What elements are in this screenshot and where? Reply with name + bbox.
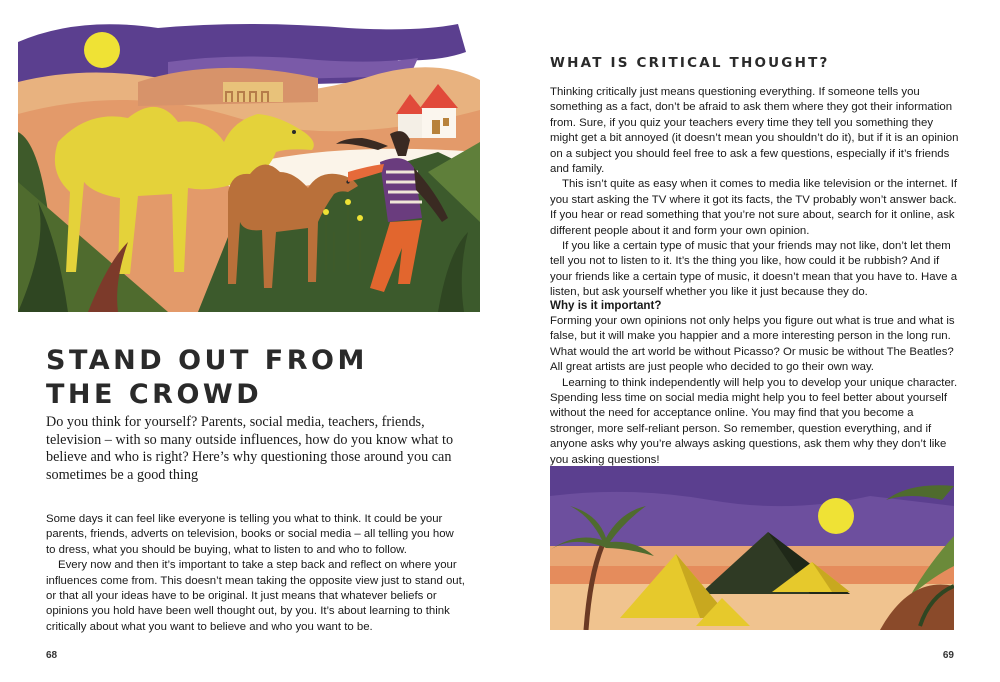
headline-line-1: STAND OUT FROM xyxy=(46,345,368,376)
left-body-text xyxy=(46,512,466,635)
page-number: 69 xyxy=(942,650,954,661)
right-body-text-2 xyxy=(550,314,960,468)
page-number: 68 xyxy=(46,650,58,661)
body-paragraph: This isn’t quite as easy when it comes to media like television or the internet. If you start asking the TV where it got its facts, the TV probably won’t answer back. If you hear or read something that you’re not sure about, search for it online, ask different people about it and form your own opinion. xyxy=(550,178,958,237)
body-paragraph: If you like a certain type of music that your friends may not like, don’t let them tell you not to listen to it. It’s the thing you like, how could it be rubbish? And if your friends like a certain type of music, it doesn’t mean that you have to. Have a listen, but ask yourself whether you like it just because they do. xyxy=(550,240,958,299)
sun-icon xyxy=(818,498,854,534)
headline-line-2: THE CROWD xyxy=(46,379,263,410)
body-paragraph: Forming your own opinions not only helps you figure out what is true and what is false, but it will make you happier and a more interesting person in the long run. What would the art world be without Picasso? Or music be without The Beatles? All great artists are just people who decided to go their own way. xyxy=(550,315,955,374)
page-headline xyxy=(46,344,466,412)
standfirst: Do you think for yourself? Parents, social media, teachers, friends, television – with so many outside influences, how do you know what to believe and who is right? Here’s why questioning those around you can sometimes be a good thing xyxy=(46,414,454,483)
right-page xyxy=(500,0,1000,682)
section-heading: WHAT IS CRITICAL THOUGHT? xyxy=(550,55,830,71)
body-paragraph: Every now and then it’s important to take a step back and reflect on where your influences come from. This doesn’t mean taking the opposite view just to stand out, or that all your ideas have to be original. It just means that whatever beliefs or opinions you hold have been well thought out, by you. It’s about learning to think critically about what you want to believe and who you want to be. xyxy=(46,559,465,633)
body-paragraph: Thinking critically just means questioning everything. If someone tells you something as a fact, don’t be afraid to ask them where they got their information from. Sure, if you quiz your teachers every time they tell you something they might get a bit annoyed (it doesn’t mean you shouldn’t do it), but if it is an opinion on a subject you should feel free to ask a few questions, especially if it’s friends and family. xyxy=(550,86,959,176)
sun-icon xyxy=(84,32,120,68)
subheading: Why is it important? xyxy=(550,299,662,312)
body-paragraph: Learning to think independently will help you to develop your unique character. Spending less time on social media might help you to feel better about yourself without the need for acceptance online. You may find that you become a stronger, more self-reliant person. So remember, question everything, and if anyone asks why you’re always asking questions, ask them why they don’t like you asking questions! xyxy=(550,376,958,466)
camels-desert-illustration xyxy=(18,22,480,312)
body-paragraph: Some days it can feel like everyone is telling you what to think. It could be your parents, friends, adverts on television, books or social media – all telling you how to dress, what you should be buying, what to listen to and who to follow. xyxy=(46,513,454,556)
right-body-text-1 xyxy=(550,85,960,301)
pyramids-illustration xyxy=(550,466,954,630)
